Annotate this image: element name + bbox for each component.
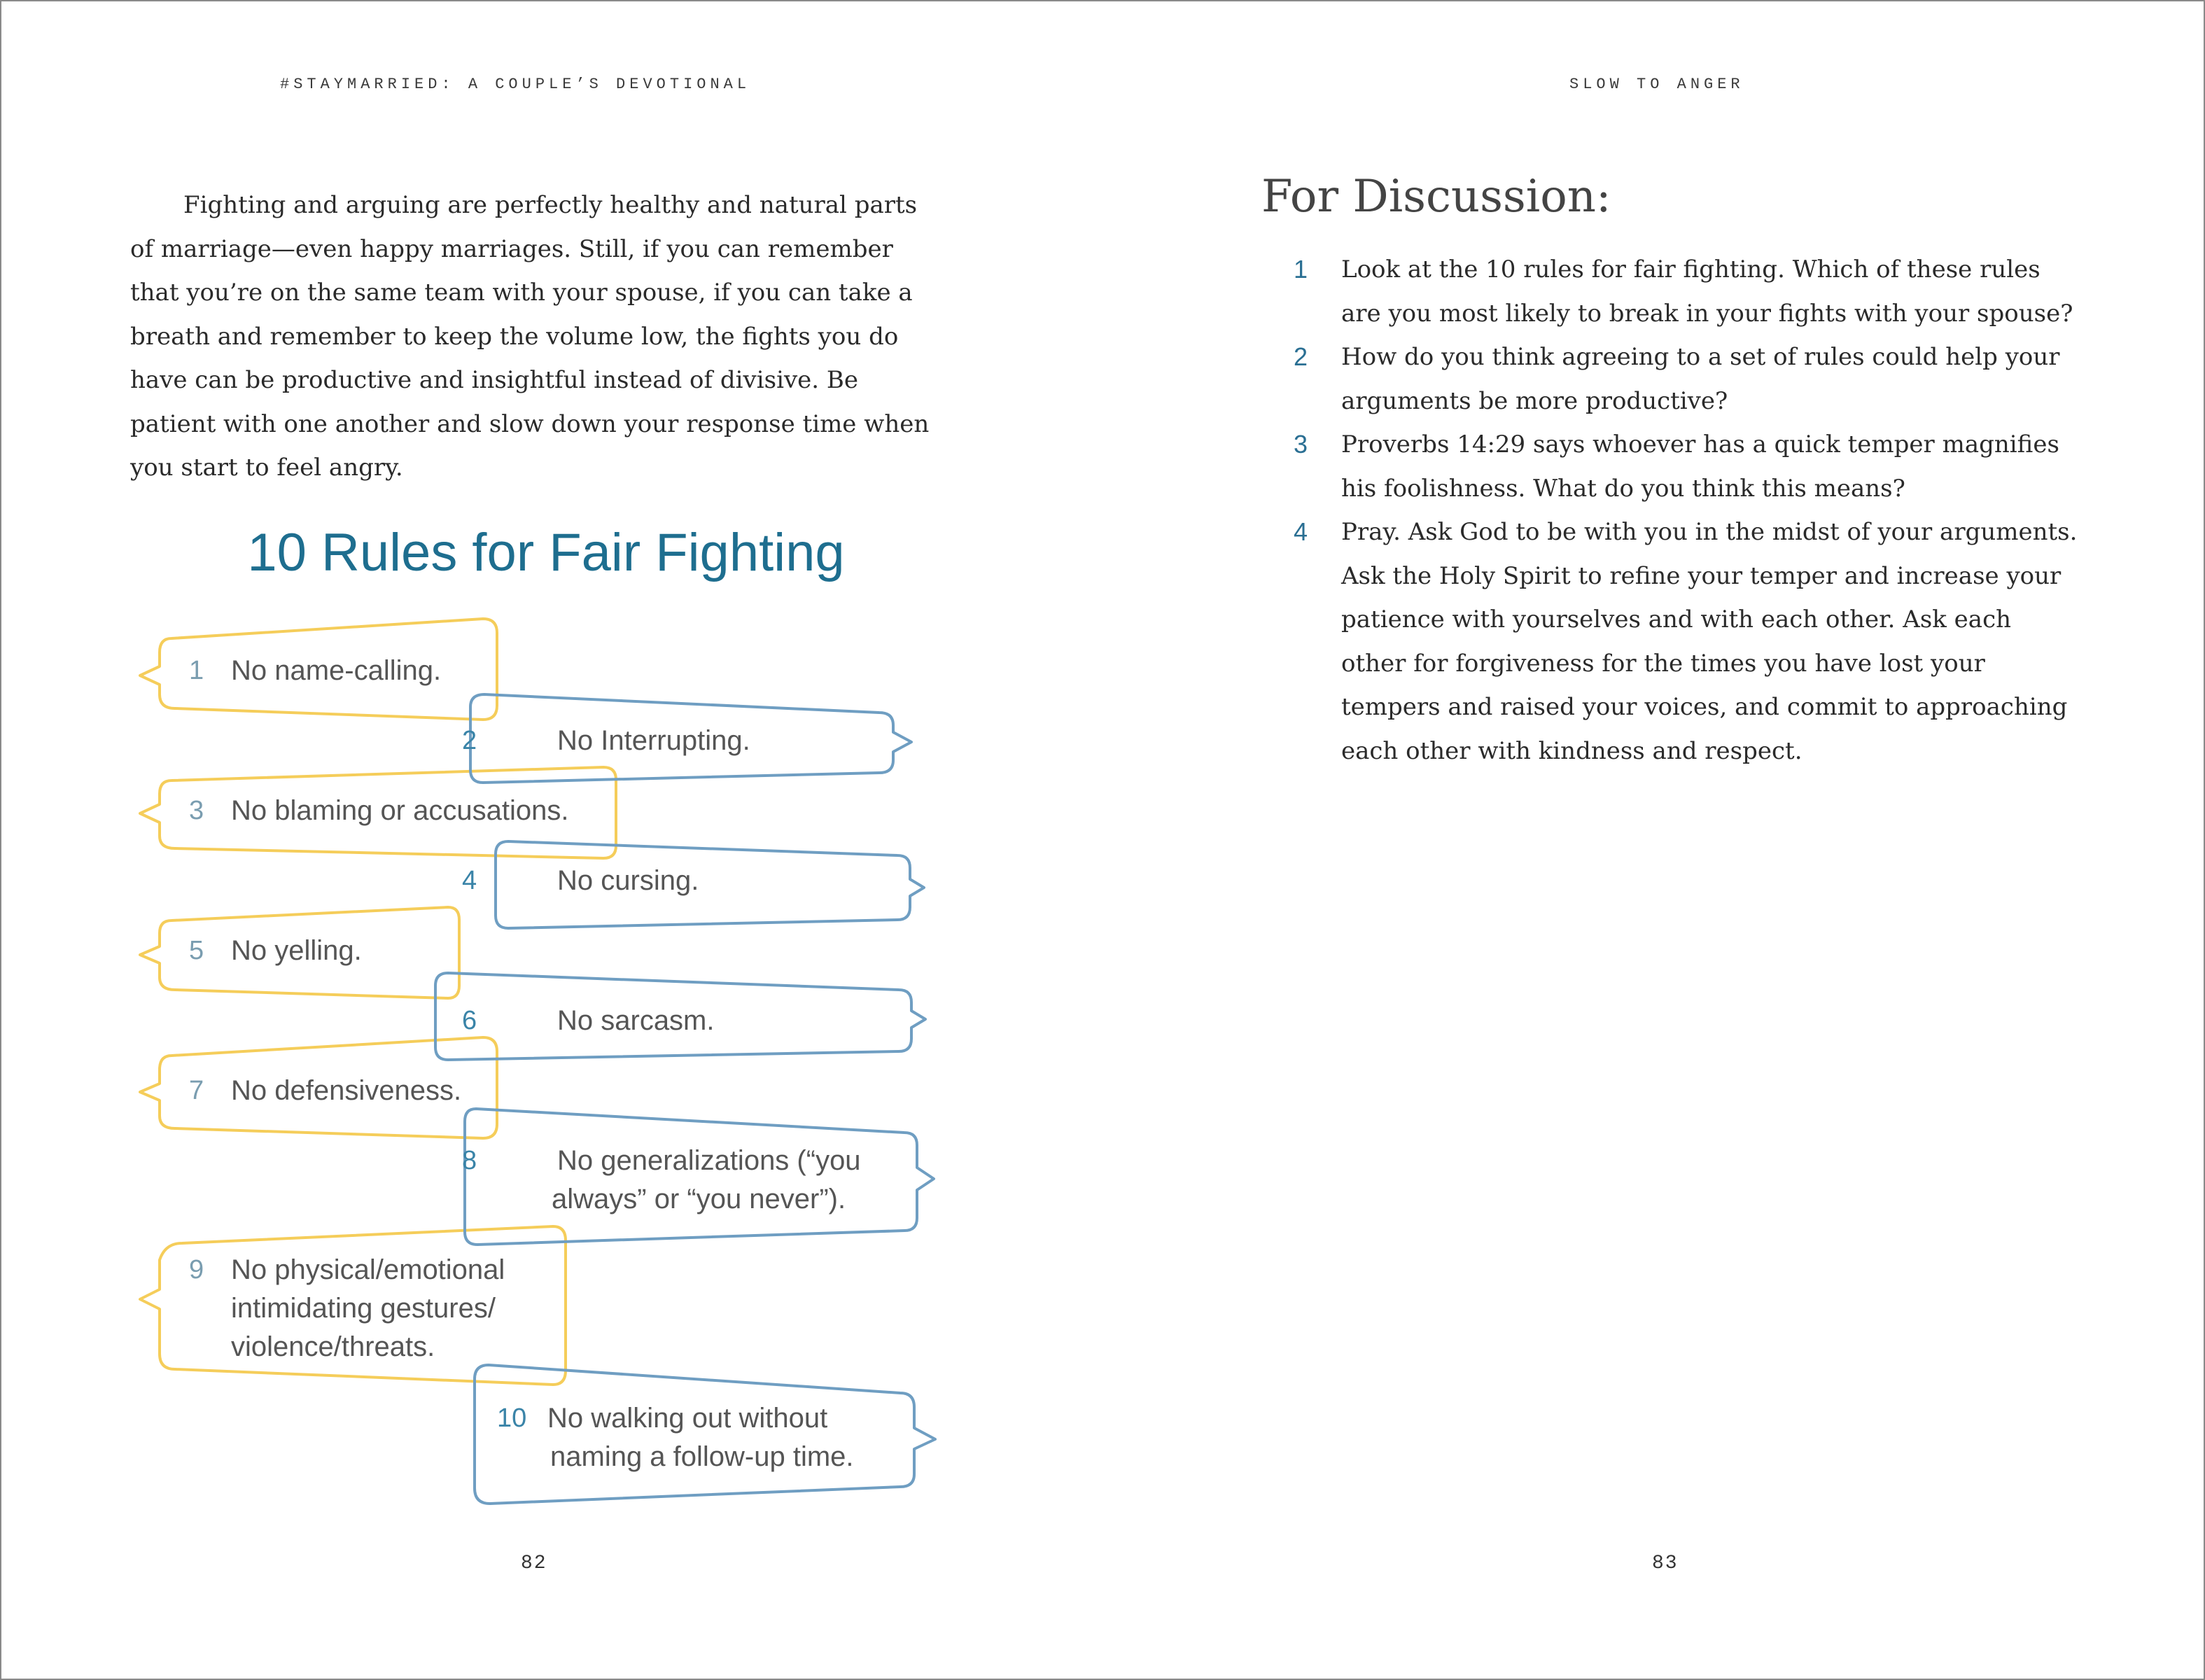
discussion-text: How do you think agreeing to a set of rules could help your arguments be more productive? — [1341, 343, 2060, 415]
left-running-head: #STAYMARRIED: A COUPLE’S DEVOTIONAL — [280, 76, 751, 93]
rule-text: No defensiveness. — [231, 1075, 462, 1106]
rule-text-line: No physical/emotional — [231, 1254, 505, 1285]
rule-text: No blaming or accusations. — [231, 795, 569, 826]
rule-text: No name-calling. — [231, 655, 442, 686]
right-running-head: SLOW TO ANGER — [1569, 76, 1744, 93]
rules-title: 10 Rules for Fair Fighting — [247, 523, 845, 582]
rule-number: 6 — [462, 1006, 477, 1035]
rule-text: No yelling. — [231, 935, 362, 966]
rule-number: 8 — [462, 1146, 477, 1175]
discussion-item — [1280, 510, 2078, 773]
rule-number: 10 — [497, 1404, 527, 1433]
rule-number: 5 — [189, 936, 204, 965]
rule-text-line: naming a follow-up time. — [550, 1441, 854, 1472]
rule-text: No cursing. — [557, 865, 699, 896]
discussion-text: Proverbs 14:29 says whoever has a quick temper magnifies his foolishness. What do you think this means? — [1341, 430, 2059, 503]
discussion-text: Look at the 10 rules for fair fighting. Which of these rules are you most likely to break in your fights with your spouse? — [1341, 255, 2073, 328]
intro-paragraph: Fighting and arguing are perfectly healthy and natural parts of marriage—even happy marriages. Still, if you can remember that you’re on the same team with your spouse, if you can take a breath and remember to keep the volume low, the fights you do have can be productive and insightful instead of divisive. Be patient with one another and slow down your response time when you start to feel angry. — [130, 191, 930, 482]
right-page-number: 83 — [1652, 1553, 1679, 1574]
discussion-item — [1280, 335, 2078, 423]
left-page-number: 82 — [521, 1553, 547, 1574]
discussion-title: For Discussion: — [1261, 171, 1611, 223]
discussion-number: 1 — [1293, 255, 1308, 284]
rule-text: No Interrupting. — [557, 725, 750, 756]
rule-text-line: violence/threats. — [231, 1331, 435, 1362]
discussion-number: 2 — [1293, 342, 1308, 371]
discussion-text: Pray. Ask God to be with you in the midst of your arguments. Ask the Holy Spirit to refine your temper and increase your patience with yourselves and with each other. Ask each other for forgiveness for the times you have lost your tempers and raised your voices, and commit to approaching each other with kindness and respect. — [1341, 518, 2078, 765]
rule-number: 3 — [189, 796, 204, 825]
rule-text: No sarcasm. — [557, 1005, 715, 1036]
rule-number: 7 — [189, 1076, 204, 1105]
rule-text-line: intimidating gestures/ — [231, 1293, 496, 1324]
rule-number: 4 — [462, 866, 477, 895]
rule-number: 1 — [189, 656, 204, 685]
rule-text-line: always” or “you never”). — [552, 1184, 846, 1214]
discussion-item — [1280, 248, 2078, 335]
rule-text-line: No generalizations (“you — [557, 1145, 861, 1176]
rule-text-line: No walking out without — [547, 1403, 828, 1434]
discussion-number: 3 — [1293, 430, 1308, 458]
rule-number: 9 — [189, 1255, 204, 1284]
discussion-list — [1280, 248, 2078, 773]
rule-number: 2 — [462, 726, 477, 755]
discussion-item — [1280, 423, 2078, 510]
discussion-number: 4 — [1293, 517, 1308, 546]
